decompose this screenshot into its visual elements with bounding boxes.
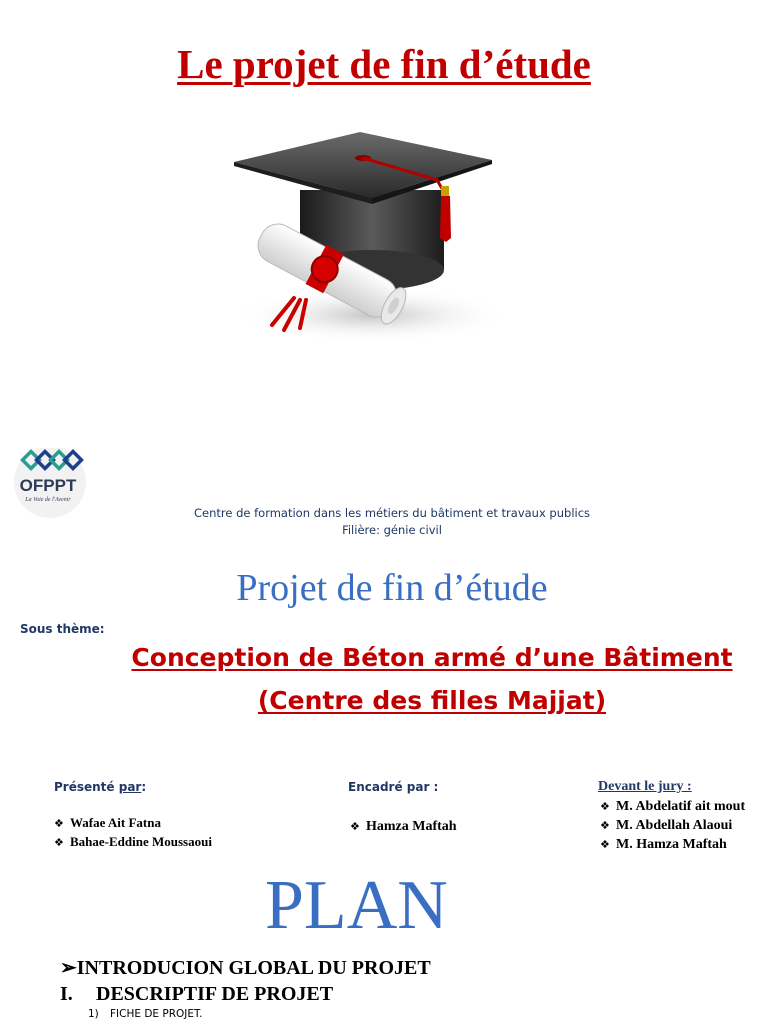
plan-subitem-label: FICHE DE PROJET.: [110, 1008, 203, 1020]
project-heading: Projet de fin d’étude: [236, 567, 548, 609]
graduation-cap-illustration: [222, 120, 512, 345]
presented-by-label: [54, 780, 146, 794]
training-center-name: Centre de formation dans les métiers du bâtiment et travaux publics: [193, 506, 591, 520]
sous-theme-label: Sous thème:: [20, 622, 105, 636]
theme-title-part-de: de: [298, 643, 334, 672]
filiere-label: Filière: génie civil: [342, 523, 442, 537]
supervisors-list: [350, 817, 457, 836]
presented-by-label-colon: :: [141, 780, 147, 794]
plan-item-descriptif: [60, 983, 333, 1006]
supervised-by-label: Encadré par :: [348, 780, 439, 794]
jury-list: [600, 797, 745, 854]
ofppt-logo-text: OFPPT: [19, 476, 77, 495]
plan-subitem-fiche: [88, 1008, 203, 1020]
plan-item-numeral: I.: [60, 983, 73, 1005]
supervisor-name: Hamza Maftah: [366, 819, 457, 834]
plan-heading: PLAN: [265, 867, 448, 944]
list-item: [600, 835, 745, 854]
plan-item-introduction: [60, 955, 431, 980]
arrow-bullet-icon: ➢: [60, 957, 77, 979]
list-item: [600, 816, 745, 835]
bullet-icon: ❖: [54, 817, 64, 830]
bullet-icon: ❖: [600, 838, 610, 851]
jury-member-name: M. Hamza Maftah: [616, 837, 727, 852]
presenters-list: [54, 814, 212, 852]
theme-title-part: Béton armé d’une Bâtiment: [333, 643, 733, 672]
plan-item-label: INTRODUCION GLOBAL DU PROJET: [76, 957, 431, 979]
list-item: [54, 814, 212, 833]
bullet-icon: ❖: [54, 836, 64, 849]
jury-member-name: M. Abdelatif ait mout: [616, 799, 746, 814]
ofppt-logo-tagline: La Voie de l'Avenir: [25, 497, 71, 503]
presented-by-label-par: par: [118, 780, 142, 794]
theme-title-line-1: [0, 643, 768, 672]
plan-item-label: DESCRIPTIF DE PROJET: [96, 983, 334, 1005]
jury-label: Devant le jury :: [598, 779, 692, 794]
jury-member-name: M. Abdellah Alaoui: [616, 818, 733, 833]
list-item: [350, 817, 457, 836]
bullet-icon: ❖: [600, 819, 610, 832]
bullet-icon: ❖: [600, 800, 610, 813]
theme-title-part: Conception: [131, 643, 299, 672]
plan-subitem-number: 1): [88, 1008, 99, 1020]
presented-by-label-text: Présenté: [54, 780, 119, 794]
bullet-icon: ❖: [350, 820, 360, 833]
presenter-name: Wafae Ait Fatna: [70, 815, 161, 830]
list-item: [600, 797, 745, 816]
list-item: [54, 833, 212, 852]
presenter-name: Bahae-Eddine Moussaoui: [70, 834, 212, 849]
theme-title-line-2: (Centre des filles Majjat): [257, 686, 607, 715]
document-title: Le projet de fin d’étude: [177, 41, 591, 87]
